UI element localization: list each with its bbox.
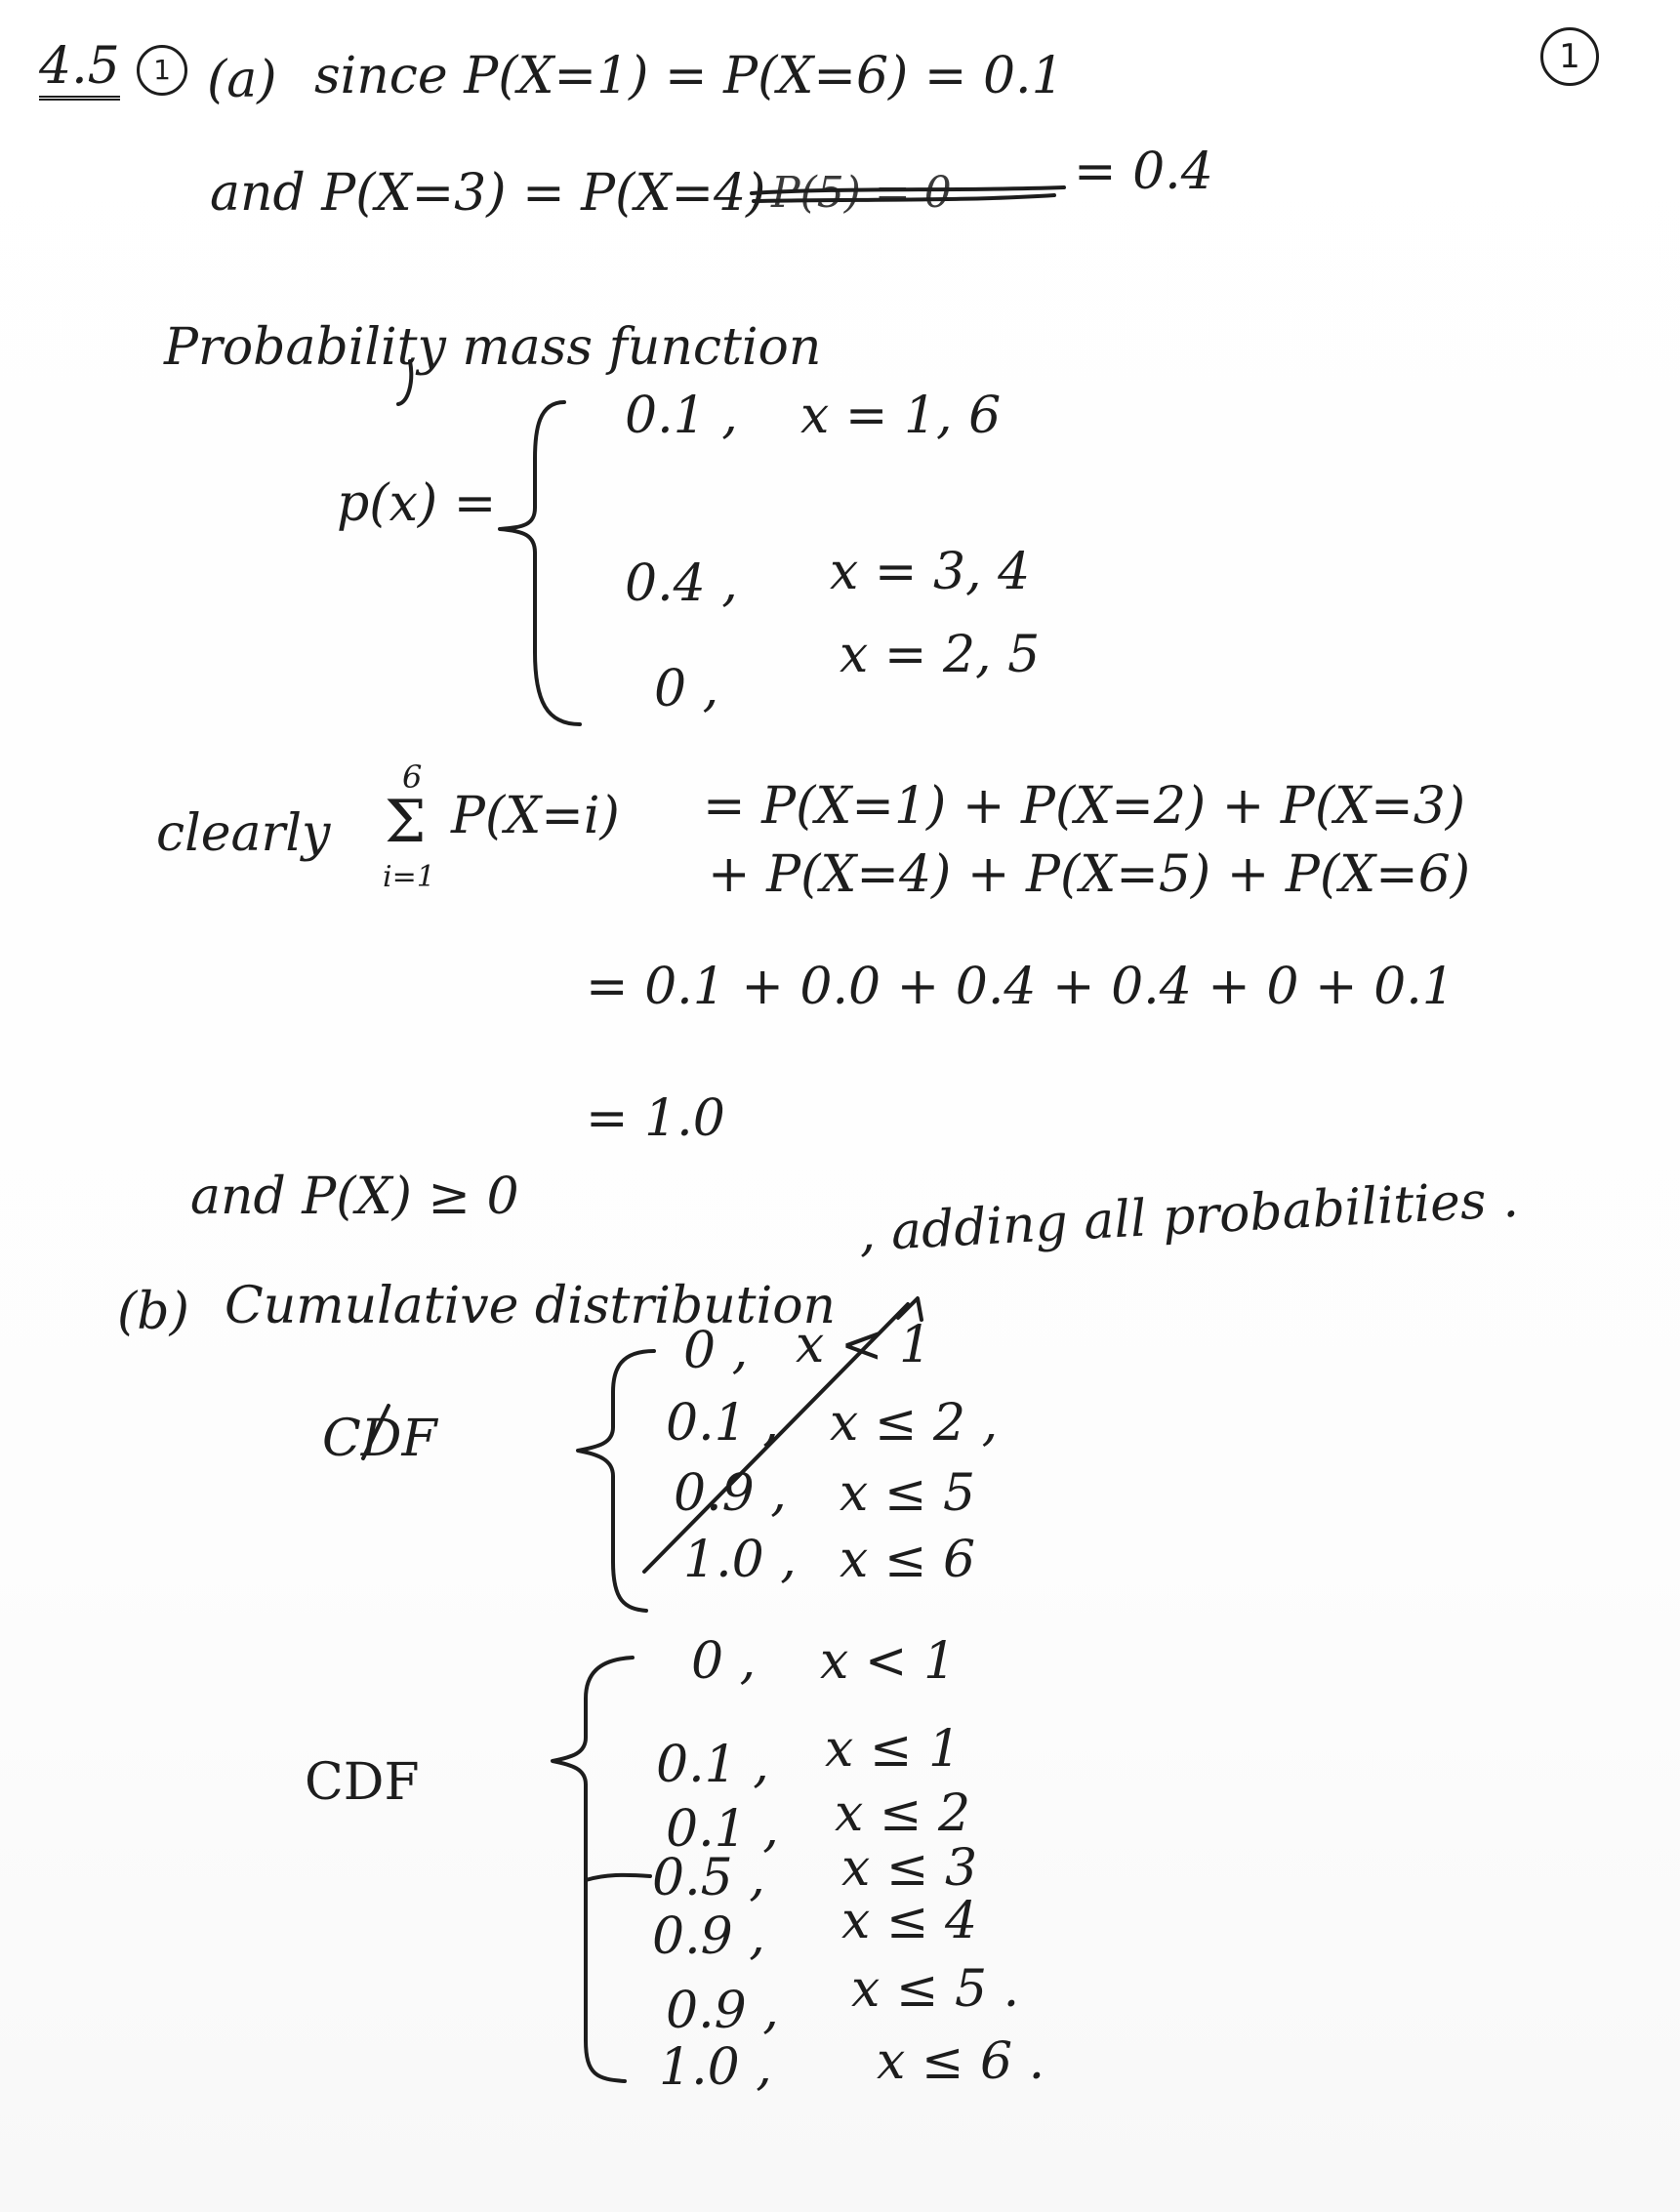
pmf-case-3-condition: x = 2, 5: [840, 626, 1041, 684]
page-number: 1: [1559, 37, 1580, 76]
cdf-case-4-condition: x ≤ 3: [841, 1839, 978, 1898]
sum-term: P(X=i): [451, 787, 620, 845]
struck-cdf-brace: [578, 1351, 654, 1611]
cdf-case-7-value: 1.0 ,: [659, 2038, 772, 2097]
struck-case-2-value: 0.1 ,: [666, 1394, 779, 1453]
page-number-badge: [1540, 27, 1599, 86]
part-a-line-2-struck: P(5) = 0: [771, 168, 952, 218]
pmf-brace: [500, 402, 580, 724]
cdf-case-1-value: 0 ,: [691, 1632, 757, 1691]
bracket-tick: [586, 1875, 650, 1880]
struck-case-1-value: 0 ,: [683, 1322, 749, 1380]
pmf-case-2-value: 0.4 ,: [625, 554, 738, 613]
pmf-lhs: p(x) =: [337, 474, 497, 533]
cdf-case-3-value: 0.1 ,: [666, 1800, 779, 1859]
cdf-case-5-condition: x ≤ 4: [841, 1892, 978, 1950]
sigma-upper-limit: 6: [402, 758, 423, 796]
sum-rhs-line-1: = P(X=1) + P(X=2) + P(X=3): [703, 777, 1466, 836]
struck-case-2-condition: x ≤ 2 ,: [830, 1394, 999, 1453]
cdf-brace: [553, 1658, 633, 2081]
cdf-case-5-value: 0.9 ,: [652, 1907, 765, 1966]
nonnegativity: and P(X) ≥ 0: [190, 1167, 519, 1226]
sum-rhs-line-2: + P(X=4) + P(X=5) + P(X=6): [708, 845, 1471, 904]
struck-case-3-value: 0.9 ,: [674, 1464, 787, 1523]
cdf-label-struck: CDF: [322, 1410, 437, 1468]
part-a-line-2-left: and P(X=3) = P(X=4): [210, 164, 766, 223]
problem-number: 4.5: [39, 41, 120, 101]
pmf-case-1-condition: x = 1, 6: [800, 387, 1002, 445]
cdf-case-7-condition: x ≤ 6 .: [877, 2032, 1045, 2091]
cdf-case-2-condition: x ≤ 1: [825, 1720, 962, 1779]
pmf-heading: Probability mass function: [164, 318, 822, 377]
part-b-label: (b): [117, 1283, 189, 1341]
struck-case-3-condition: x ≤ 5: [840, 1464, 976, 1523]
check-lead: clearly: [156, 804, 331, 863]
sigma-lower-limit: i=1: [383, 860, 435, 894]
part-a-line-2-right: = 0.4: [1074, 143, 1213, 201]
sigma-symbol: Σ: [385, 788, 427, 856]
sum-rhs-line-4: = 1.0: [586, 1089, 725, 1148]
cdf-case-3-condition: x ≤ 2: [835, 1784, 971, 1843]
struck-case-4-value: 1.0 ,: [683, 1531, 797, 1589]
part-a-line-1: since P(X=1) = P(X=6) = 0.1: [314, 47, 1064, 105]
adding-probabilities-note: , adding all probabilities .: [857, 1169, 1520, 1263]
cdf-case-6-condition: x ≤ 5 .: [851, 1960, 1020, 2019]
item-number-badge: [137, 45, 187, 96]
cdf-case-6-value: 0.9 ,: [666, 1982, 779, 2040]
pmf-case-2-condition: x = 3, 4: [830, 543, 1031, 601]
cdf-case-2-value: 0.1 ,: [656, 1736, 769, 1794]
sum-rhs-line-3: = 0.1 + 0.0 + 0.4 + 0.4 + 0 + 0.1: [586, 958, 1455, 1016]
pmf-case-3-value: 0 ,: [654, 660, 719, 718]
cdf-case-4-value: 0.5 ,: [652, 1849, 765, 1907]
struck-case-4-condition: x ≤ 6: [840, 1531, 976, 1589]
pmf-case-1-value: 0.1 ,: [625, 387, 738, 445]
item-number: 1: [153, 54, 171, 86]
cdf-case-1-condition: x < 1: [820, 1632, 957, 1691]
part-b-heading: Cumulative distribution: [225, 1277, 837, 1335]
struck-case-1-condition: x < 1: [796, 1316, 932, 1374]
cdf-label: CDF: [305, 1753, 420, 1812]
part-a-label: (a): [207, 51, 277, 109]
